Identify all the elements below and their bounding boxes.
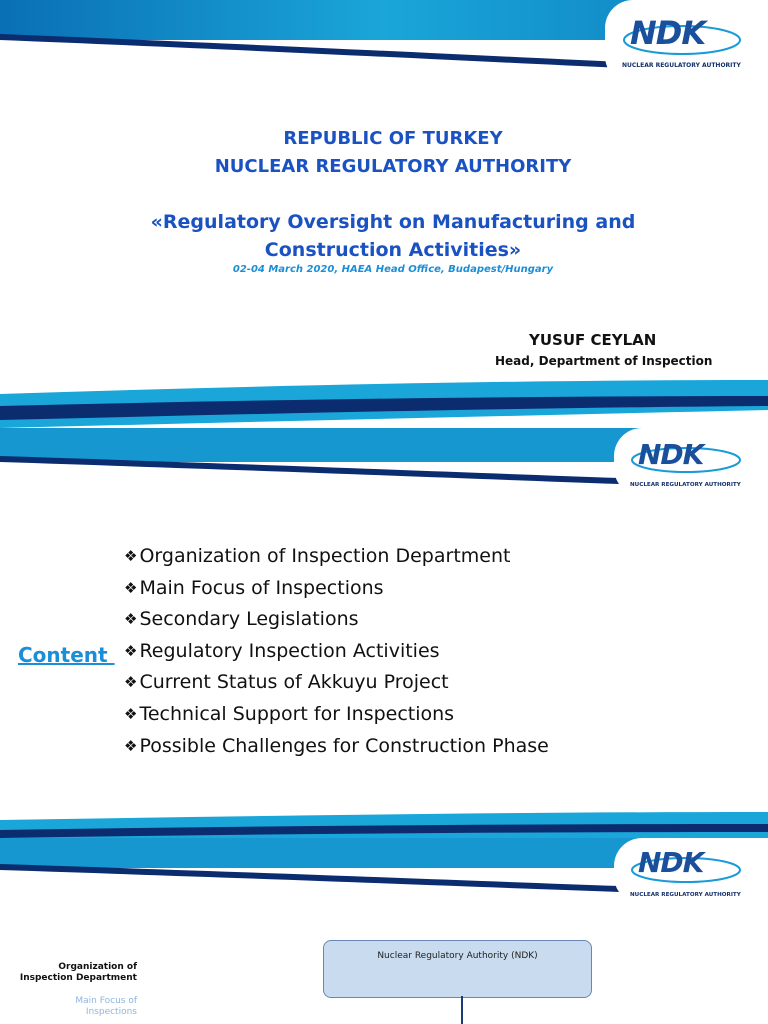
side-nav <box>20 962 137 1018</box>
logo-wordmark: NDK <box>638 438 704 471</box>
logo-caption: NUCLEAR REGULATORY AUTHORITY <box>622 62 741 69</box>
nav-item-main-focus[interactable]: Main Focus of Inspections <box>75 996 137 1017</box>
content-slide <box>0 428 768 838</box>
logo-wordmark: NDK <box>638 846 704 879</box>
agency-heading: NUCLEAR REGULATORY AUTHORITY <box>214 156 572 177</box>
presenter-role: Head, Department of Inspection <box>495 354 713 368</box>
list-item: ❖ Organization of Inspection Department <box>124 541 549 573</box>
logo-caption: NUCLEAR REGULATORY AUTHORITY <box>630 892 741 898</box>
list-item: ❖ Technical Support for Inspections <box>124 699 549 731</box>
talk-title-line2: Construction Activities» <box>264 239 522 261</box>
org-chart-root-title: Nuclear Regulatory Authority (NDK) <box>377 951 538 961</box>
country-heading: REPUBLIC OF TURKEY <box>283 128 503 149</box>
title-slide <box>0 0 768 428</box>
logo-caption: NUCLEAR REGULATORY AUTHORITY <box>630 482 741 488</box>
diamond-bullet-icon: ❖ <box>124 641 138 660</box>
diamond-bullet-icon: ❖ <box>124 578 138 597</box>
footer-band <box>0 380 768 428</box>
org-chart-connector <box>461 996 463 1024</box>
diamond-bullet-icon: ❖ <box>124 673 138 692</box>
nav-item-organization[interactable]: Organization of Inspection Department <box>19 962 137 983</box>
event-subtitle: 02-04 March 2020, HAEA Head Office, Budapest/Hungary <box>232 264 554 275</box>
org-chart-root-box <box>323 940 592 998</box>
list-item: ❖ Main Focus of Inspections <box>124 573 549 605</box>
list-item: ❖ Possible Challenges for Construction Phase <box>124 731 549 763</box>
footer-band <box>0 812 768 838</box>
list-item: ❖ Secondary Legislations <box>124 604 549 636</box>
content-label: Content <box>18 643 115 667</box>
diamond-bullet-icon: ❖ <box>124 547 138 565</box>
diamond-bullet-icon: ❖ <box>124 610 138 629</box>
list-item: ❖ Regulatory Inspection Activities <box>124 636 549 668</box>
content-list <box>124 541 549 762</box>
diamond-bullet-icon: ❖ <box>124 704 138 723</box>
talk-title-line1: «Regulatory Oversight on Manufacturing and <box>150 211 636 233</box>
organization-slide <box>0 838 768 1024</box>
logo-wordmark: NDK <box>630 14 706 52</box>
list-item: ❖ Current Status of Akkuyu Project <box>124 667 549 699</box>
diamond-bullet-icon: ❖ <box>124 736 138 755</box>
presenter-name: YUSUF CEYLAN <box>529 331 657 349</box>
